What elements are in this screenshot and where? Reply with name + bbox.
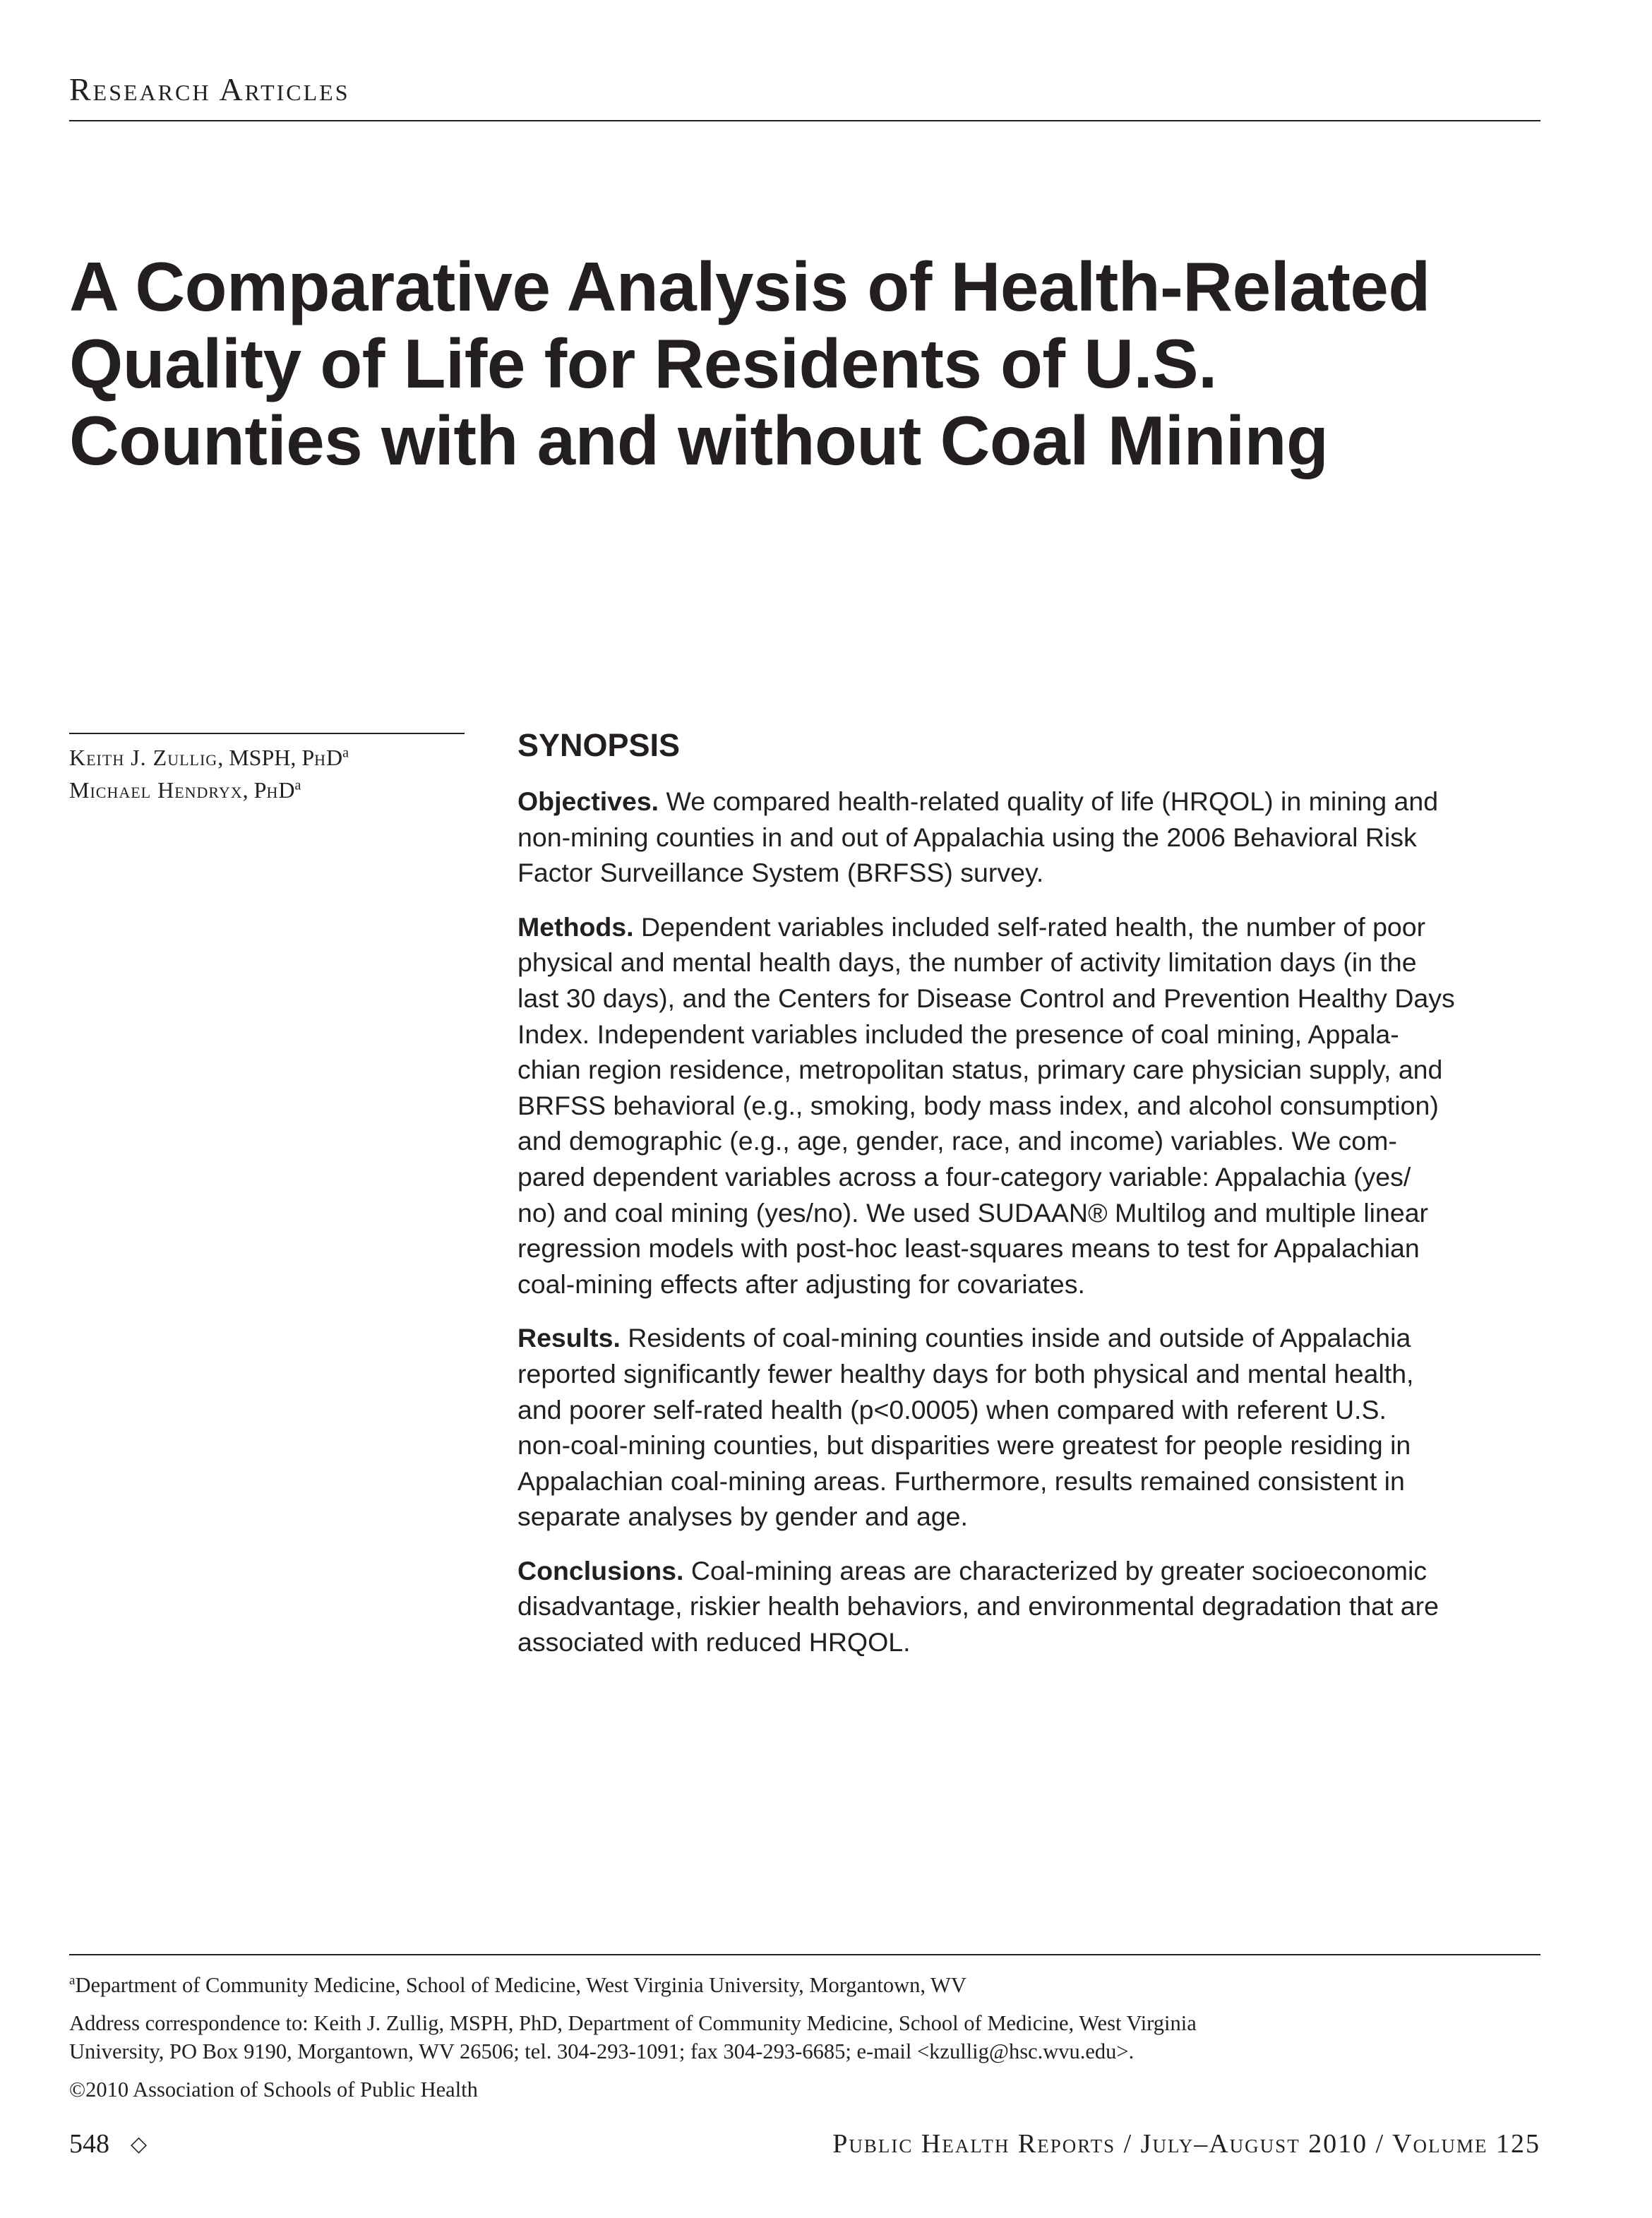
footnote-rule bbox=[69, 1954, 1540, 1955]
conclusions-lead: Conclusions. bbox=[517, 1555, 684, 1585]
affiliation-mark: a bbox=[294, 777, 301, 793]
author-credentials-end: D bbox=[326, 745, 343, 770]
author-rule bbox=[69, 733, 465, 734]
author-credentials: , P bbox=[242, 777, 267, 803]
conclusions-paragraph bbox=[517, 1553, 1545, 1660]
text-line: pared dependent variables across a four-category variable: Appalachia (yes/ bbox=[517, 1161, 1411, 1192]
text-line: non-coal-mining counties, but disparities were greatest for people residing in bbox=[517, 1430, 1411, 1461]
text-line: no) and coal mining (yes/no). We used SUDAAN® Multilog and multiple linear bbox=[517, 1197, 1429, 1228]
author-credentials-sc: h bbox=[266, 777, 279, 803]
author-entry bbox=[69, 774, 493, 806]
author-name: Michael Hendryx bbox=[69, 777, 243, 803]
affiliation-mark: a bbox=[342, 745, 349, 761]
text-line: non-mining counties in and out of Appalachia using the 2006 Behavioral Risk bbox=[517, 822, 1417, 852]
text-line: Address correspondence to: Keith J. Zullig, MSPH, PhD, Department of Community Medicine, School of Medicine, West Virginia bbox=[69, 2011, 1197, 2035]
text-run: Residents of coal-mining counties inside and outside of Appalachia bbox=[620, 1323, 1411, 1353]
objectives-paragraph bbox=[517, 784, 1545, 891]
affiliation-mark: a bbox=[69, 1972, 76, 1988]
methods-paragraph bbox=[517, 909, 1545, 1302]
text-line: regression models with post-hoc least-squares means to test for Appalachian bbox=[517, 1233, 1420, 1264]
text-line: separate analyses by gender and age. bbox=[517, 1501, 968, 1532]
title-line: Quality of Life for Residents of U.S. bbox=[69, 325, 1217, 402]
text-line bbox=[517, 909, 1545, 945]
text-run: Coal-mining areas are characterized by greater socioeconomic bbox=[683, 1555, 1427, 1585]
author-credentials-sc: h bbox=[314, 745, 327, 770]
text-line bbox=[517, 1553, 1545, 1589]
journal-footer: Public Health Reports / July–August 2010 / Volume 125 bbox=[832, 2129, 1540, 2159]
text-line: Appalachian coal-mining areas. Furthermore, results remained consistent in bbox=[517, 1465, 1405, 1496]
objectives-lead: Objectives. bbox=[517, 786, 659, 816]
text-line: BRFSS behavioral (e.g., smoking, body mass index, and alcohol consumption) bbox=[517, 1090, 1439, 1120]
section-label: Research Articles bbox=[69, 71, 350, 107]
author-name: Keith J. Zullig bbox=[69, 745, 218, 770]
results-lead: Results. bbox=[517, 1323, 621, 1353]
text-line: Index. Independent variables included the presence of coal mining, Appala- bbox=[517, 1019, 1399, 1049]
text-line: chian region residence, metropolitan status, primary care physician supply, and bbox=[517, 1055, 1443, 1085]
text-line bbox=[517, 784, 1545, 820]
text-line: reported significantly fewer healthy days for both physical and mental health, bbox=[517, 1358, 1414, 1389]
text-line: physical and mental health days, the number of activity limitation days (in the bbox=[517, 947, 1417, 978]
results-paragraph bbox=[517, 1320, 1545, 1535]
affiliation-footnote bbox=[69, 1971, 1540, 1999]
methods-lead: Methods. bbox=[517, 911, 634, 942]
page-number: 548 bbox=[69, 2129, 109, 2159]
correspondence-footnote bbox=[69, 2009, 1540, 2066]
article-title bbox=[69, 248, 1559, 479]
copyright-notice: ©2010 Association of Schools of Public Health bbox=[69, 2078, 478, 2102]
text-line: Factor Surveillance System (BRFSS) survey. bbox=[517, 858, 1044, 888]
title-line: A Comparative Analysis of Health-Related bbox=[69, 248, 1430, 325]
author-credentials-end: D bbox=[278, 777, 295, 803]
diamond-icon: ◇ bbox=[131, 2133, 148, 2156]
text-run: We compared health-related quality of life (HRQOL) in mining and bbox=[659, 786, 1439, 816]
synopsis-heading: SYNOPSIS bbox=[517, 727, 681, 763]
text-run: Dependent variables included self-rated health, the number of poor bbox=[633, 911, 1426, 942]
text-line: disadvantage, riskier health behaviors, and environmental degradation that are bbox=[517, 1591, 1439, 1621]
title-line: Counties with and without Coal Mining bbox=[69, 402, 1329, 479]
author-credentials: , MSPH, P bbox=[217, 745, 315, 770]
header-rule bbox=[69, 120, 1540, 121]
text-line: last 30 days), and the Centers for Disease Control and Prevention Healthy Days bbox=[517, 983, 1455, 1013]
author-entry bbox=[69, 741, 493, 774]
text-line: University, PO Box 9190, Morgantown, WV 26506; tel. 304-293-1091; fax 304-293-6685; e-mail <kzullig@hsc.wvu.edu>. bbox=[69, 2039, 1135, 2063]
text-line: coal-mining effects after adjusting for covariates. bbox=[517, 1269, 1085, 1299]
affiliation-text: Department of Community Medicine, School of Medicine, West Virginia University, Morgantown, WV bbox=[75, 1973, 966, 1997]
footnotes bbox=[69, 1971, 1540, 2114]
author-list bbox=[69, 741, 493, 806]
text-line: and poorer self-rated health (p<0.0005) when compared with referent U.S. bbox=[517, 1394, 1387, 1425]
text-line bbox=[517, 1320, 1545, 1356]
text-line: associated with reduced HRQOL. bbox=[517, 1627, 911, 1657]
text-line: and demographic (e.g., age, gender, race, and income) variables. We com- bbox=[517, 1126, 1397, 1156]
page-footer-left bbox=[69, 2128, 147, 2159]
synopsis bbox=[517, 724, 1545, 1679]
